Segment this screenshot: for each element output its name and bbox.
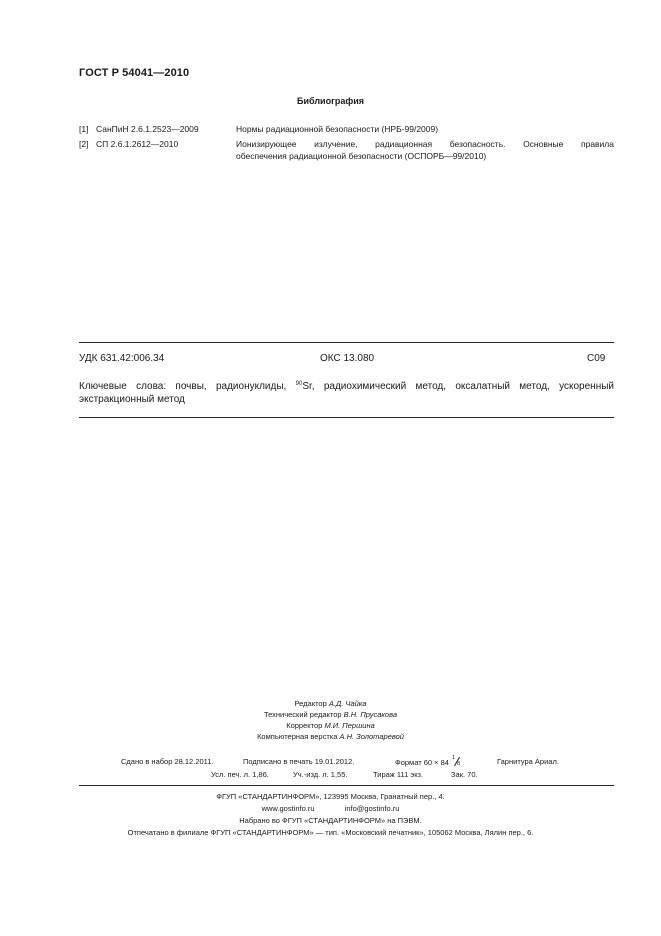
bib-entry-2-reference: СП 2.6.1.2612—2010 xyxy=(96,139,179,149)
signed-date: Подписано в печать 19.01.2012. xyxy=(243,757,355,766)
bottom-divider xyxy=(79,417,614,418)
print-run: Тираж 111 экз. xyxy=(373,770,424,779)
publisher-website-link[interactable]: www.gostinfo.ru xyxy=(261,804,315,813)
classification-code: С09 xyxy=(587,353,606,364)
publisher-sheets: Уч.-изд. л. 1,55. xyxy=(293,770,348,779)
keywords xyxy=(79,378,614,406)
typeset-info: Набрано во ФГУП «СТАНДАРТИНФОРМ» на ПЭВМ. xyxy=(239,816,422,825)
keywords-line-1 xyxy=(79,378,614,393)
bib-entry-2-description-line-2: обеспечения радиационной безопасности (ОСПОРБ—99/2010) xyxy=(236,151,487,161)
editor-name: А.Д. Чайка xyxy=(328,699,367,708)
format-numerator: 1 xyxy=(452,755,456,761)
publisher-address: ФГУП «СТАНДАРТИНФОРМ», 123995 Москва, Гранатный пер., 4. xyxy=(216,792,445,801)
keywords-line-2: экстракционный метод xyxy=(79,394,185,405)
typeface: Гарнитура Ариал. xyxy=(497,757,559,766)
imprint-divider xyxy=(79,785,614,786)
format xyxy=(395,757,463,767)
corrector-label: Корректор xyxy=(286,721,323,730)
editor-line xyxy=(0,699,661,708)
isotope-symbol: Sr xyxy=(302,381,312,392)
submitted-date: Сдано в набор 28.12.2011. xyxy=(121,757,214,766)
printing-info: Отпечатано в филиале ФГУП «СТАНДАРТИНФОРМ» — тип. «Московский печатник», 105062 Москва, Лялин пер., 6. xyxy=(127,828,534,837)
keywords-rest: , радиохимический метод, оксалатный метод, ускоренный xyxy=(311,381,615,392)
tech-editor-label: Технический редактор xyxy=(263,710,342,719)
tech-editor-line xyxy=(0,710,661,719)
corrector-line xyxy=(0,721,661,730)
bib-entry-2-description-line-1: Ионизирующее излучение, радиационная безопасность. Основные правила xyxy=(236,139,614,149)
format-fraction xyxy=(451,757,463,767)
editor-label: Редактор xyxy=(294,699,327,708)
bibliography-title: Библиография xyxy=(297,96,364,106)
udk-code: УДК 631.42:006.34 xyxy=(79,353,165,364)
layout-label: Компьютерная верстка xyxy=(257,732,338,741)
oks-code: ОКС 13.080 xyxy=(320,353,375,364)
publisher-email-link[interactable]: info@gostinfo.ru xyxy=(344,804,400,813)
format-denominator: 8 xyxy=(457,761,461,767)
publisher-contacts xyxy=(0,804,661,813)
isotope-mass-number: 90 xyxy=(295,381,303,387)
bib-entry-1-number: [1] xyxy=(79,124,89,134)
layout-line xyxy=(0,732,661,741)
keywords-prefix: Ключевые слова: почвы, радионуклиды, xyxy=(79,381,287,392)
bib-entry-1-description: Нормы радиационной безопасности (НРБ-99/2009) xyxy=(236,124,439,134)
order-number: Зак. 70. xyxy=(451,770,478,779)
bib-entry-2-number: [2] xyxy=(79,139,89,149)
bib-entry-1-reference: СанПиН 2.6.1.2523—2009 xyxy=(96,124,199,134)
tech-editor-name: В.Н. Прусакова xyxy=(343,710,398,719)
corrector-name: М.И. Першина xyxy=(324,721,375,730)
printed-sheets: Усл. печ. л. 1,86. xyxy=(211,770,269,779)
document-header: ГОСТ Р 54041—2010 xyxy=(79,67,190,79)
top-divider xyxy=(79,342,614,343)
layout-name: А.Н. Золотаревой xyxy=(339,732,404,741)
format-label: Формат 60 × 84 xyxy=(395,758,449,767)
